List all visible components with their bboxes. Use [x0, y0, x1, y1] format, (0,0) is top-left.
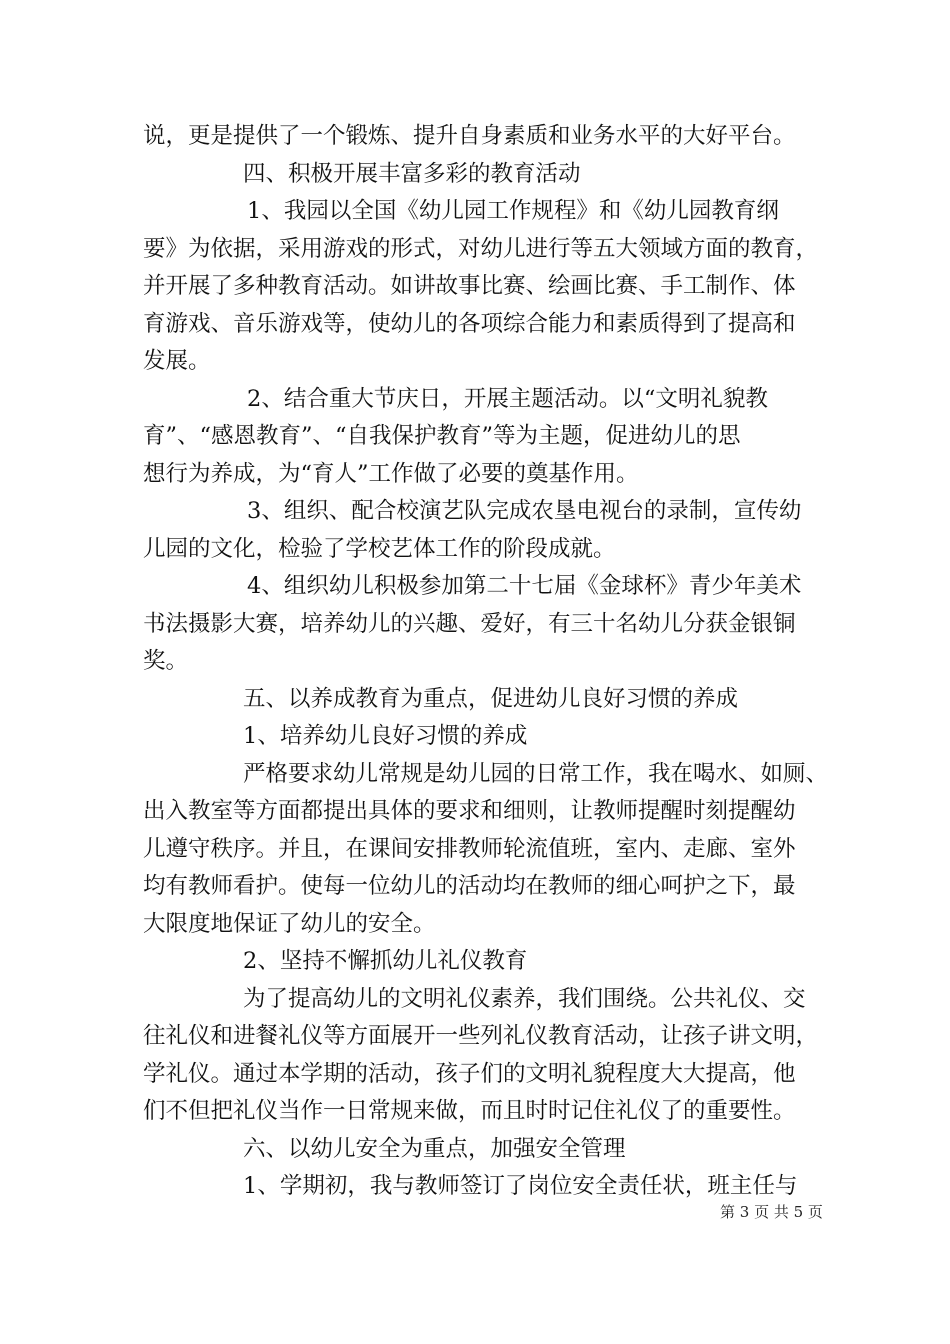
text-line: 育”、“感恩教育”、“自我保护教育”等为主题，促进幼儿的思 — [143, 423, 741, 449]
text-line: 育游戏、音乐游戏等，使幼儿的各项综合能力和素质得到了提高和 — [143, 310, 796, 337]
text-line: 2、坚持不懈抓幼儿礼仪教育 — [243, 948, 528, 974]
text-line: 严格要求幼儿常规是幼儿园的日常工作，我在喝水、如厕、 — [243, 760, 829, 787]
text-line: 书法摄影大赛，培养幼儿的兴趣、爱好，有三十名幼儿分获金银铜 — [143, 610, 796, 637]
text-line: 2、结合重大节庆日，开展主题活动。以“文明礼貌教 — [247, 385, 768, 412]
text-line: 4、组织幼儿积极参加第二十七届《金球杯》青少年美术 — [247, 573, 802, 599]
text-line: 学礼仪。通过本学期的活动，孩子们的文明礼貌程度大大提高，他 — [143, 1060, 796, 1087]
text-line: 大限度地保证了幼儿的安全。 — [143, 910, 436, 937]
text-line: 儿遵守秩序。并且，在课间安排教师轮流值班，室内、走廊、室外 — [143, 835, 796, 862]
text-line: 1、学期初，我与教师签订了岗位安全责任状，班主任与 — [243, 1173, 798, 1199]
text-line: 四、积极开展丰富多彩的教育活动 — [243, 160, 581, 187]
text-line: 1、培养幼儿良好习惯的养成 — [243, 723, 528, 749]
text-line: 儿园的文化，检验了学校艺体工作的阶段成就。 — [143, 535, 616, 562]
text-line: 说，更是提供了一个锻炼、提升自身素质和业务水平的大好平台。 — [143, 123, 796, 149]
text-line: 往礼仪和进餐礼仪等方面展开一些列礼仪教育活动，让孩子讲文明， — [143, 1023, 819, 1049]
text-line: 均有教师看护。使每一位幼儿的活动均在教师的细心呵护之下，最 — [143, 873, 796, 899]
page-number-footer: 第 3 页 共 5 页 — [720, 1203, 823, 1221]
text-line: 并开展了多种教育活动。如讲故事比赛、绘画比赛、手工制作、体 — [143, 273, 796, 299]
text-line: 3、组织、配合校演艺队完成农垦电视台的录制，宣传幼 — [247, 498, 802, 524]
text-line: 发展。 — [143, 348, 211, 374]
text-line: 1、我园以全国《幼儿园工作规程》和《幼儿园教育纲 — [247, 198, 779, 224]
text-line: 五、以养成教育为重点，促进幼儿良好习惯的养成 — [243, 685, 739, 712]
text-line: 们不但把礼仪当作一日常规来做，而且时时记住礼仪了的重要性。 — [143, 1098, 796, 1124]
document-body — [143, 118, 829, 1206]
text-line: 想行为养成，为“育人”工作做了必要的奠基作用。 — [143, 460, 639, 487]
text-line: 出入教室等方面都提出具体的要求和细则，让教师提醒时刻提醒幼 — [143, 798, 796, 824]
text-line: 要》为依据，采用游戏的形式，对幼儿进行等五大领域方面的教育， — [143, 235, 819, 262]
text-line: 为了提高幼儿的文明礼仪素养，我们围绕。公共礼仪、交 — [243, 985, 806, 1012]
text-line: 六、以幼儿安全为重点，加强安全管理 — [243, 1135, 626, 1162]
text-line: 奖。 — [143, 648, 189, 674]
